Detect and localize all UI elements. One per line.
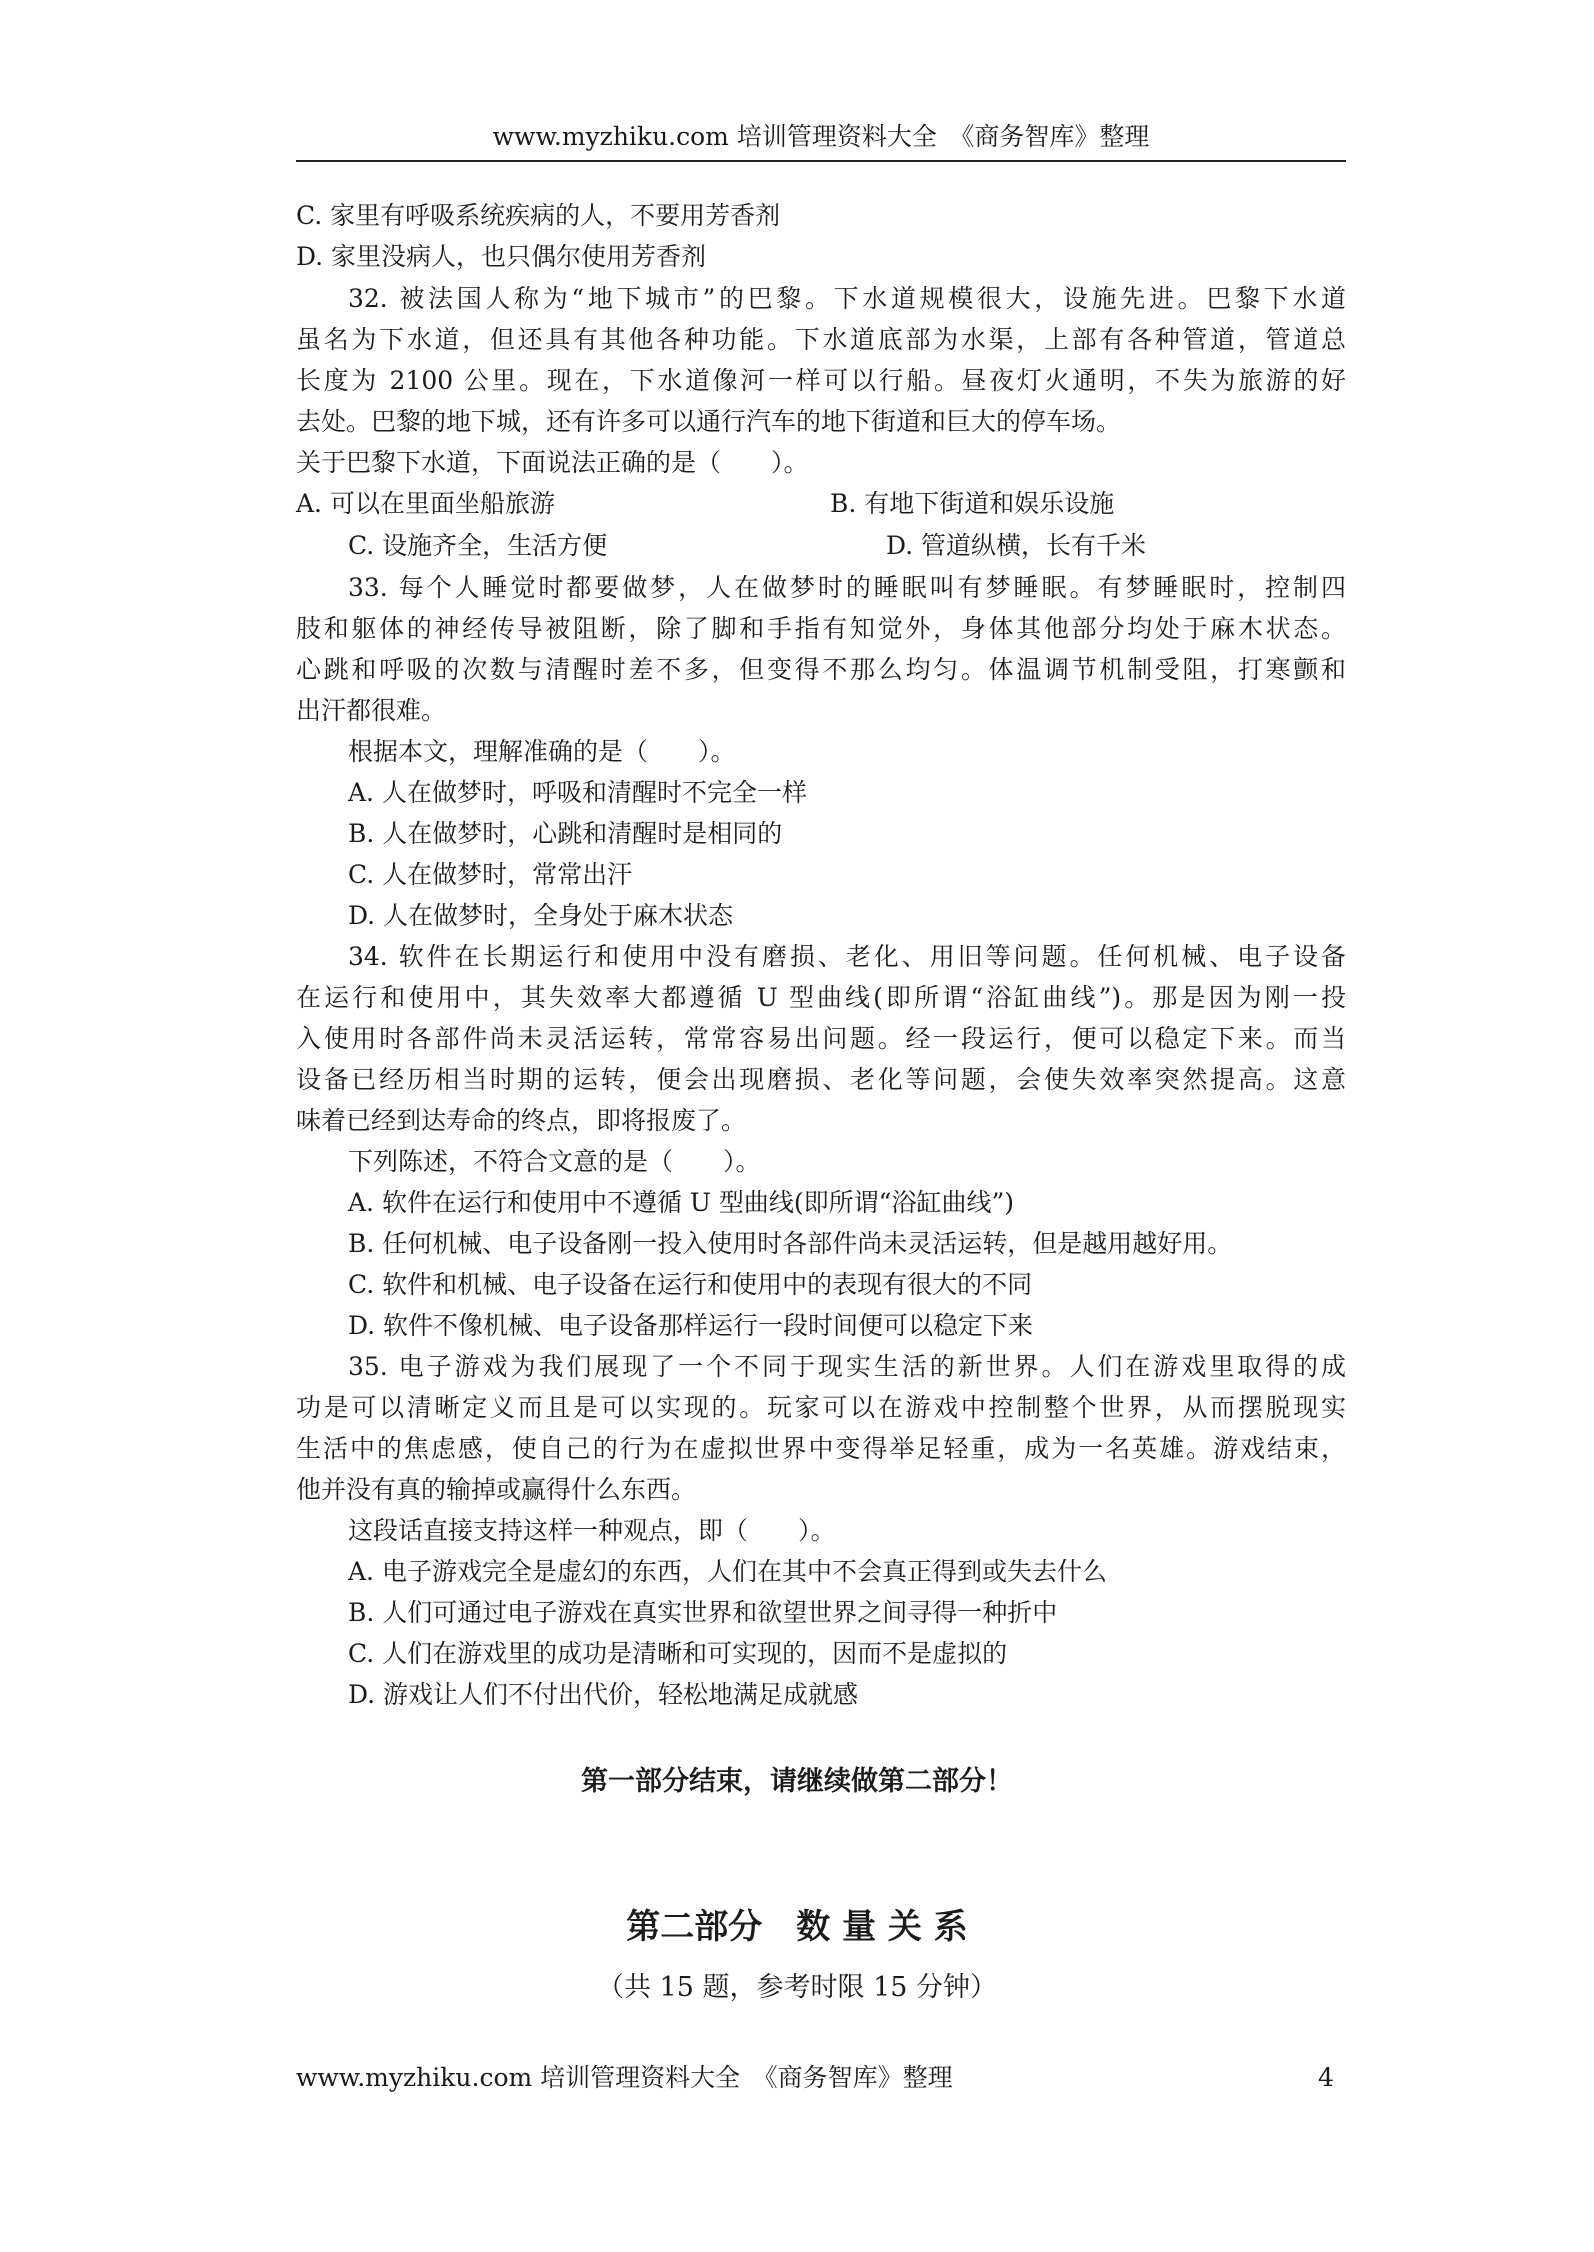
q34-option: D. 软件不像机械、电子设备那样运行一段时间便可以稳定下来: [348, 1311, 1034, 1340]
q32-paragraph-line: 去处。巴黎的地下城，还有许多可以通行汽车的地下街道和巨大的停车场。: [296, 407, 1122, 436]
q34-option: A. 软件在运行和使用中不遵循 U 型曲线(即所谓“浴缸曲线”): [348, 1188, 1014, 1217]
q33-paragraph-line: 33. 每个人睡觉时都要做梦，人在做梦时的睡眠叫有梦睡眠。有梦睡眠时，控制四: [348, 573, 1346, 602]
q35-option: D. 游戏让人们不付出代价，轻松地满足成就感: [348, 1680, 859, 1709]
q32-paragraph-line: 长度为 2100 公里。现在，下水道像河一样可以行船。昼夜灯火通明，不失为旅游的好: [296, 366, 1346, 395]
q32-question: 关于巴黎下水道，下面说法正确的是（ ）。: [296, 448, 809, 477]
q32-paragraph-line: 32. 被法国人称为“地下城市”的巴黎。下水道规模很大，设施先进。巴黎下水道: [348, 284, 1346, 313]
page-number: 4: [1318, 2063, 1334, 2092]
q33-question: 根据本文，理解准确的是（ ）。: [348, 737, 736, 766]
q31-option-d: D. 家里没病人，也只偶尔使用芳香剂: [296, 242, 707, 271]
section-end-notice: 第一部分结束，请继续做第二部分！: [581, 1766, 1013, 1797]
q34-paragraph-line: 味着已经到达寿命的终点，即将报废了。: [296, 1106, 747, 1135]
q34-paragraph-line: 在运行和使用中，其失效率大都遵循 U 型曲线(即所谓“浴缸曲线”)。那是因为刚一投: [296, 983, 1346, 1012]
q35-paragraph-line: 35. 电子游戏为我们展现了一个不同于现实生活的新世界。人们在游戏里取得的成: [348, 1352, 1346, 1381]
header-divider: [296, 160, 1346, 162]
q35-option: C. 人们在游戏里的成功是清晰和可实现的，因而不是虚拟的: [348, 1639, 1008, 1668]
q32-option-b: B. 有地下街道和娱乐设施: [830, 489, 1115, 518]
q33-paragraph-line: 出汗都很难。: [296, 696, 447, 725]
part-subtitle: （共 15 题，参考时限 15 分钟）: [596, 1972, 998, 2003]
q33-option: D. 人在做梦时，全身处于麻木状态: [348, 901, 734, 930]
q32-option-a: A. 可以在里面坐船旅游: [296, 489, 555, 518]
q35-paragraph-line: 功是可以清晰定义而且是可以实现的。玩家可以在游戏中控制整个世界，从而摆脱现实: [296, 1393, 1346, 1422]
q34-paragraph-line: 34. 软件在长期运行和使用中没有磨损、老化、用旧等问题。任何机械、电子设备: [348, 942, 1346, 971]
q34-option: C. 软件和机械、电子设备在运行和使用中的表现有很大的不同: [348, 1270, 1033, 1299]
q32-paragraph-line: 虽名为下水道，但还具有其他各种功能。下水道底部为水渠，上部有各种管道，管道总: [296, 325, 1346, 354]
q31-option-c: C. 家里有呼吸系统疾病的人，不要用芳香剂: [296, 201, 781, 230]
q33-option: B. 人在做梦时，心跳和清醒时是相同的: [348, 819, 783, 848]
q33-paragraph-line: 心跳和呼吸的次数与清醒时差不多，但变得不那么均匀。体温调节机制受阻，打寒颤和: [296, 655, 1346, 684]
q35-paragraph-line: 他并没有真的输掉或赢得什么东西。: [296, 1475, 697, 1504]
q34-question: 下列陈述，不符合文意的是（ ）。: [348, 1147, 761, 1176]
q32-option-d: D. 管道纵横，长有千米: [886, 531, 1147, 560]
q33-option: C. 人在做梦时，常常出汗: [348, 860, 633, 889]
q34-paragraph-line: 入使用时各部件尚未灵活运转，常常容易出问题。经一段运行，便可以稳定下来。而当: [296, 1024, 1346, 1053]
part-title: 第二部分 数 量 关 系: [626, 1907, 968, 1947]
q34-option: B. 任何机械、电子设备刚一投入使用时各部件尚未灵活运转，但是越用越好用。: [348, 1229, 1233, 1258]
q35-option: A. 电子游戏完全是虚幻的东西，人们在其中不会真正得到或失去什么: [348, 1557, 1107, 1586]
q34-paragraph-line: 设备已经历相当时期的运转，便会出现磨损、老化等问题，会使失效率突然提高。这意: [296, 1065, 1346, 1094]
q33-option: A. 人在做梦时，呼吸和清醒时不完全一样: [348, 778, 807, 807]
q32-option-c: C. 设施齐全，生活方便: [348, 531, 608, 560]
q35-question: 这段话直接支持这样一种观点，即（ ）。: [348, 1516, 836, 1545]
q33-paragraph-line: 肢和躯体的神经传导被阻断，除了脚和手指有知觉外，身体其他部分均处于麻木状态。: [296, 614, 1346, 643]
page-header: www.myzhiku.com 培训管理资料大全 《商务智库》整理: [492, 122, 1150, 151]
q35-paragraph-line: 生活中的焦虑感，使自己的行为在虚拟世界中变得举足轻重，成为一名英雄。游戏结束，: [296, 1434, 1346, 1463]
page-footer: www.myzhiku.com 培训管理资料大全 《商务智库》整理: [296, 2063, 953, 2092]
q35-option: B. 人们可通过电子游戏在真实世界和欲望世界之间寻得一种折中: [348, 1598, 1058, 1627]
